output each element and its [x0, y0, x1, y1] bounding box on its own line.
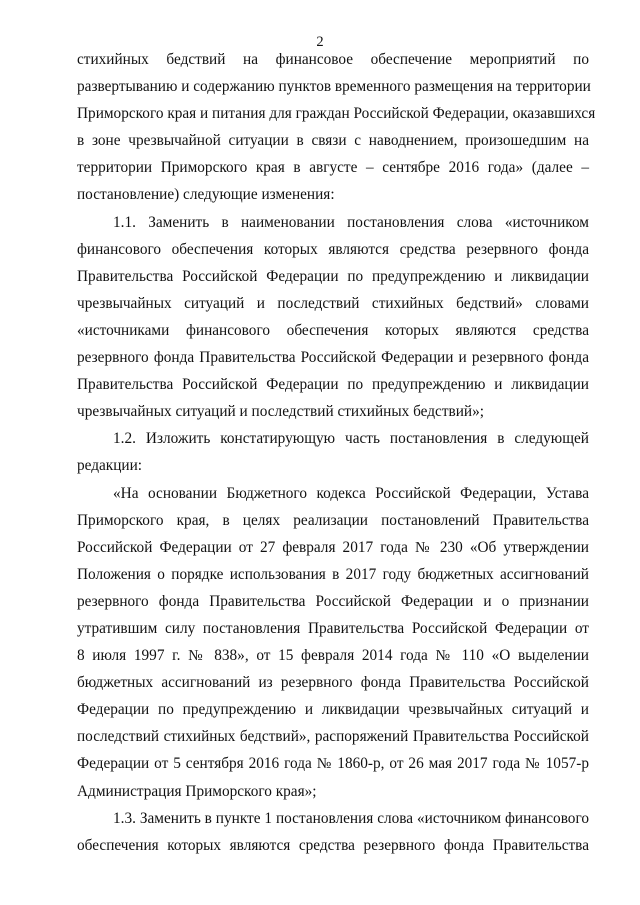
text-line: чрезвычайных ситуаций и последствий стихийных бедствий» словами: [77, 294, 589, 312]
text-line: Правительства Российской Федерации по предупреждению и ликвидации: [77, 376, 589, 394]
text-line: чрезвычайных ситуаций и последствий стихийных бедствий»;: [77, 403, 484, 421]
text-line: Российской Федерации от 27 февраля 2017 года № 230 «Об утверждении: [77, 538, 589, 556]
text-line: 8 июля 1997 г. № 838», от 15 февраля 2014 года № 110 «О выделении: [77, 647, 589, 665]
text-line: Федерации от 5 сентября 2016 года № 1860-р, от 26 мая 2017 года № 1057-р: [77, 755, 589, 773]
text-line: Правительства Российской Федерации по предупреждению и ликвидации: [77, 267, 589, 285]
text-line: последствий стихийных бедствий», распоряжений Правительства Российской: [77, 728, 589, 746]
text-line: резервного фонда Правительства Российской Федерации и резервного фонда: [77, 349, 589, 367]
page-number: 2: [316, 34, 324, 50]
text-line: «источниками финансового обеспечения которых являются средства: [77, 321, 589, 339]
text-line: Положения о порядке использования в 2017 году бюджетных ассигнований: [77, 565, 589, 583]
text-line: территории Приморского края в августе – сентябре 2016 года» (далее –: [77, 159, 589, 177]
paragraph-intro: [77, 46, 596, 209]
text-line: утратившим силу постановления Правительства Российской Федерации от: [77, 619, 589, 637]
text-line: резервного фонда Правительства Российской Федерации и о признании: [77, 592, 589, 610]
text-line: 1.1. Заменить в наименовании постановления слова «источником: [113, 213, 589, 231]
text-line: финансового обеспечения которых являются средства резервного фонда: [77, 240, 589, 258]
text-line: Приморского края и питания для граждан Российской Федерации, оказавшихся: [77, 105, 596, 123]
paragraph-quote: [77, 480, 589, 805]
text-line: бюджетных ассигнований из резервного фонда Правительства Российской: [77, 674, 589, 692]
document-body: [77, 46, 596, 859]
text-line: Администрация Приморского края»;: [77, 782, 317, 800]
text-line: Федерации по предупреждению и ликвидации чрезвычайных ситуаций и: [77, 701, 589, 719]
text-line: «На основании Бюджетного кодекса Российской Федерации, Устава: [113, 484, 589, 502]
text-line: обеспечения которых являются средства резервного фонда Правительства: [77, 836, 589, 854]
paragraph-item-1-2: [77, 425, 589, 479]
text-line: постановление) следующие изменения:: [77, 186, 335, 204]
text-line: развертыванию и содержанию пунктов временного размещения на территории: [77, 78, 591, 96]
paragraph-item-1-1: [77, 209, 589, 426]
text-line: стихийных бедствий на финансовое обеспечение мероприятий по: [77, 51, 589, 68]
text-line: редакции:: [77, 457, 143, 475]
text-line: 1.3. Заменить в пункте 1 постановления слова «источником финансового: [113, 809, 589, 827]
text-line: 1.2. Изложить констатирующую часть постановления в следующей: [113, 430, 589, 448]
text-line: в зоне чрезвычайной ситуации в связи с наводнением, произошедшим на: [77, 132, 589, 150]
text-line: Приморского края, в целях реализации постановлений Правительства: [77, 511, 589, 529]
paragraph-item-1-3: [77, 805, 589, 859]
